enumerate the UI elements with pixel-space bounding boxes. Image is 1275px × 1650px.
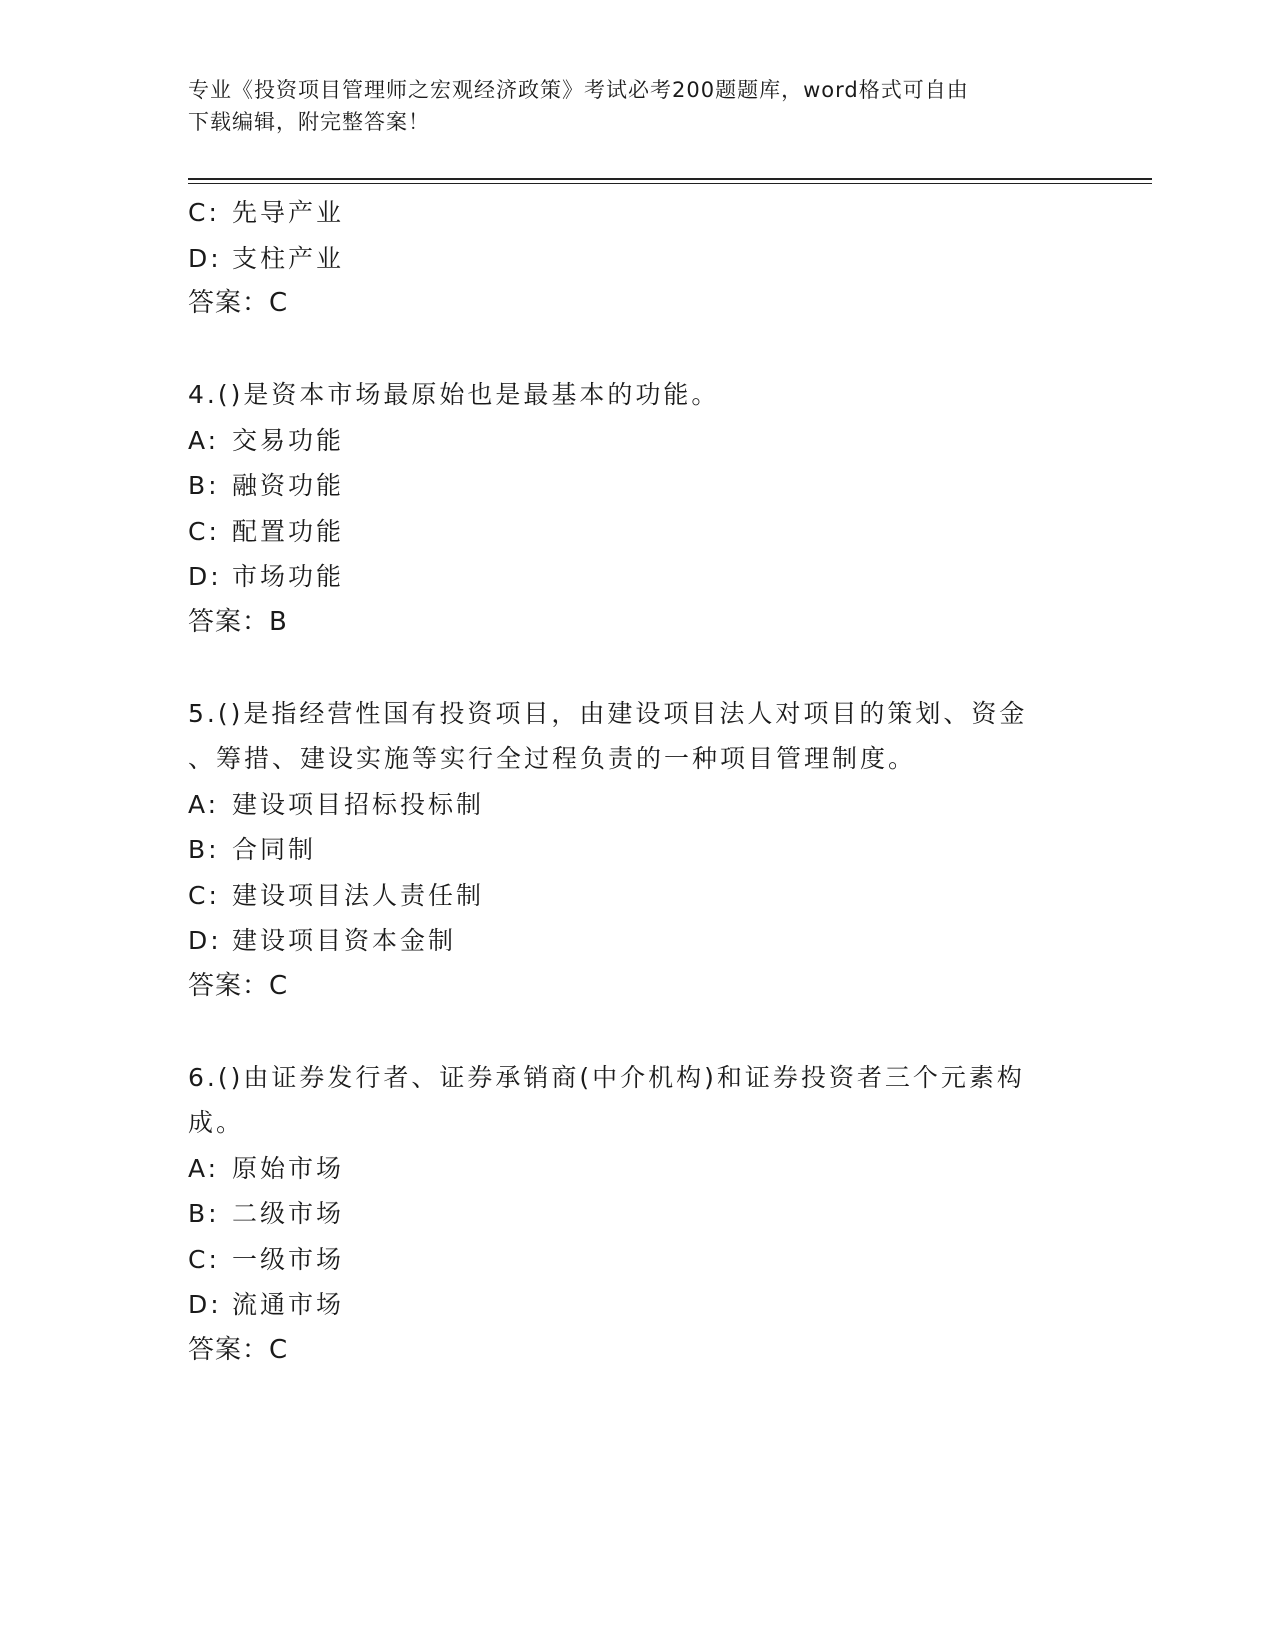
option-text: 建设项目法人责任制 [232,880,485,910]
answer-line: 答案：C [188,288,289,318]
question-block-4 [188,372,1068,645]
option-b [188,827,1068,873]
option-b [188,463,1068,509]
option-text: 融资功能 [232,471,345,500]
option-letter: D: [188,243,222,273]
spacer [188,645,1068,691]
option-letter: C: [188,1244,220,1274]
header-rule-top [188,178,1152,180]
option-letter: A: [188,1153,220,1183]
option-text: 一级市场 [232,1244,345,1274]
option-letter: C: [188,880,220,910]
question-text-line-1: 5.()是指经营性国有投资项目，由建设项目法人对项目的策划、资金 [188,698,1028,728]
option-letter: B: [188,1199,220,1228]
option-letter: D: [188,562,222,591]
option-c [188,1237,1068,1283]
spacer [188,327,1068,373]
option-text: 配置功能 [232,516,345,546]
answer-line: 答案：C [188,970,289,1001]
option-text: 交易功能 [232,425,345,455]
option-text: 支柱产业 [232,243,345,273]
option-letter: A: [188,789,220,819]
question-block-prev [188,190,1068,327]
option-d [188,1282,1068,1328]
option-c [188,190,1068,236]
option-text: 合同制 [232,835,317,864]
question-block-6 [188,1055,1068,1374]
question-text-line-2: 成。 [188,1108,245,1137]
option-b [188,1191,1068,1237]
option-letter: D: [188,1290,222,1319]
option-c [188,873,1068,919]
option-a [188,418,1068,464]
header-line-2: 下载编辑，附完整答案！ [188,110,430,134]
option-text: 建设项目资本金制 [232,926,457,955]
option-text: 市场功能 [232,562,345,591]
option-letter: D: [188,926,222,955]
option-d [188,236,1068,282]
option-d [188,918,1068,964]
option-text: 先导产业 [232,198,345,227]
option-text: 原始市场 [232,1153,345,1183]
option-letter: B: [188,471,220,500]
spacer [188,1009,1068,1055]
option-text: 流通市场 [232,1290,345,1319]
option-c [188,509,1068,555]
option-a [188,1146,1068,1192]
option-letter: A: [188,425,220,455]
header-line-1: 专业《投资项目管理师之宏观经济政策》考试必考200题题库，word格式可自由 [188,78,969,102]
option-a [188,782,1068,828]
answer-line: 答案：B [188,606,288,637]
question-text-line-1: 6.()由证券发行者、证券承销商(中介机构)和证券投资者三个元素构 [188,1062,1025,1092]
document-body [188,190,1068,1373]
option-d [188,554,1068,600]
question-text: 4.()是资本市场最原始也是最基本的功能。 [188,380,720,409]
option-text: 建设项目招标投标制 [232,789,485,819]
option-letter: C: [188,516,220,546]
document-header [188,74,1068,138]
option-text: 二级市场 [232,1199,345,1228]
question-text-line-2: 、筹措、建设实施等实行全过程负责的一种项目管理制度。 [188,744,917,773]
answer-line: 答案：C [188,1334,289,1365]
question-block-5 [188,691,1068,1010]
header-rule-bottom [188,183,1152,184]
option-letter: C: [188,198,220,227]
option-letter: B: [188,835,220,864]
